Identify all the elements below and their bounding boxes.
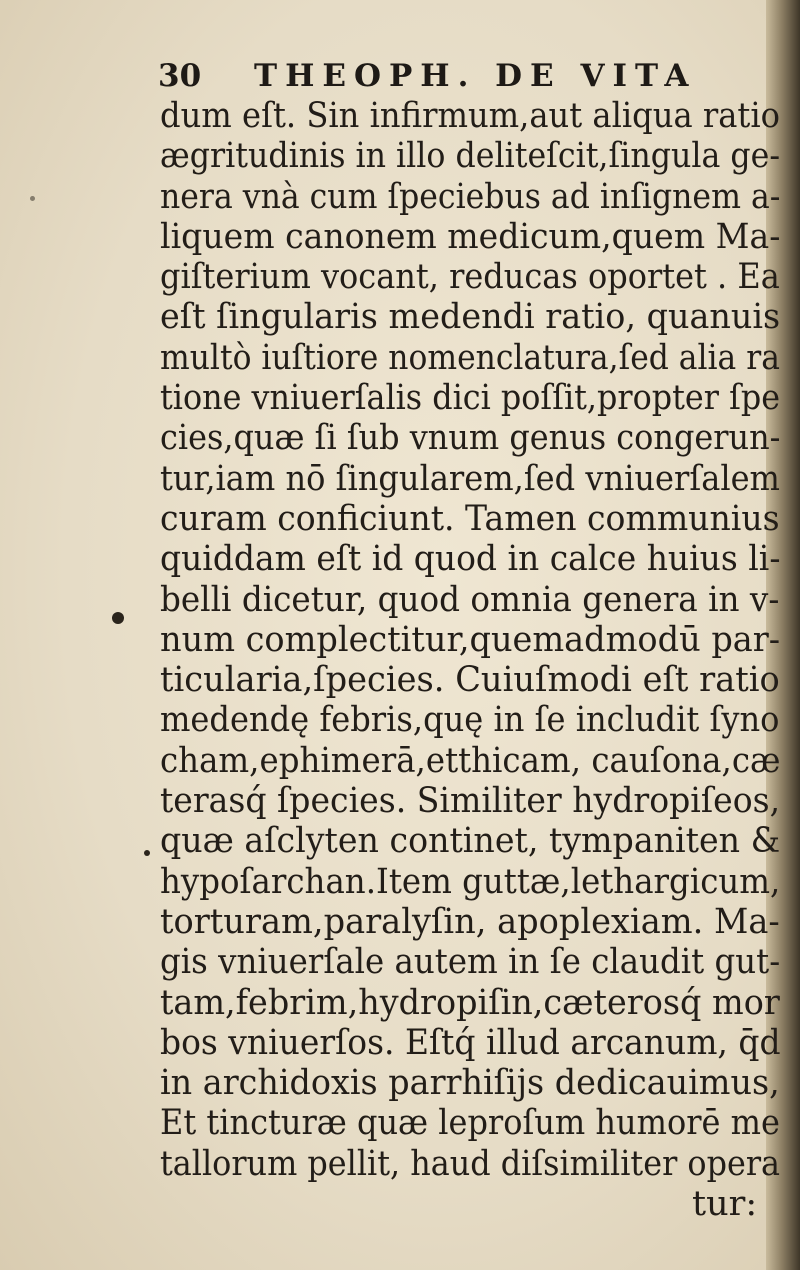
text-line: belli dicetur, quod omnia genera in v- <box>160 579 780 620</box>
text-line: eſt ſingularis medendi ratio, quanuis <box>160 297 781 338</box>
text-line: num complectitur,quemadmodū par- <box>160 619 781 660</box>
text-line: Et tincturæ quæ leproſum humorē me <box>160 1103 780 1144</box>
text-line: multò iuſtiore nomenclatura,ſed alia ra <box>160 337 780 378</box>
text-line: bos vniuerſos. Eſtq́ illud arcanum, q̄d <box>160 1022 781 1063</box>
text-line: liquem canonem medicum,quem Ma- <box>160 216 781 257</box>
text-line: tione vniuerſalis dici poſſit,propter ſpe <box>160 378 781 419</box>
text-line: tam,febrim,hydropiſin,cæterosq́ mor <box>160 982 780 1023</box>
text-line: cham,ephimerā,etthicam, cauſona,cæ <box>160 740 781 781</box>
ink-spot <box>30 196 35 201</box>
text-line: in archidoxis parrhiſijs dedicauimus, <box>160 1063 780 1104</box>
text-line: cies,quæ ſi ſub vnum genus congerun- <box>160 418 781 459</box>
text-line: quæ aſclyten continet, tympaniten & <box>160 821 781 862</box>
text-line: quiddam eſt id quod in calce huius li- <box>160 539 781 580</box>
text-line: giſterium vocant, reducas oportet . Ea <box>160 257 780 298</box>
text-line: gis vniuerſale autem in ſe claudit gut- <box>160 942 781 983</box>
body-text <box>160 96 780 1184</box>
running-header <box>158 58 696 94</box>
text-line: dum eſt. Sin infirmum,aut aliqua ratio <box>160 96 781 136</box>
text-line: ægritudinis in illo deliteſcit,ſingula ge- <box>160 136 781 177</box>
text-line: tur,iam nō ſingularem,ſed vniuerſalem <box>160 458 780 499</box>
text-line: tallorum pellit, haud diſsimiliter opera <box>160 1143 781 1184</box>
text-line: curam conficiunt. Tamen communius <box>160 498 780 539</box>
running-title: THEOPH. DE VITA <box>254 58 697 94</box>
catchword: tur: <box>692 1184 758 1224</box>
text-line: terasq́ ſpecies. Similiter hydropiſeos, <box>160 781 781 822</box>
page-number: 30 <box>158 58 202 94</box>
text-line: torturam,paralyſin, apoplexiam. Ma- <box>160 901 780 942</box>
text-line: hypoſarchan.Item guttæ,lethargicum, <box>160 861 781 902</box>
ink-spot <box>144 850 150 856</box>
text-line: ticularia,ſpecies. Cuiuſmodi eſt ratio <box>160 660 780 701</box>
ink-spot <box>112 612 124 624</box>
text-line: medendę febris,quę in ſe includit ſyno <box>160 700 780 741</box>
text-line: nera vnà cum ſpeciebus ad inſignem a- <box>160 176 781 217</box>
